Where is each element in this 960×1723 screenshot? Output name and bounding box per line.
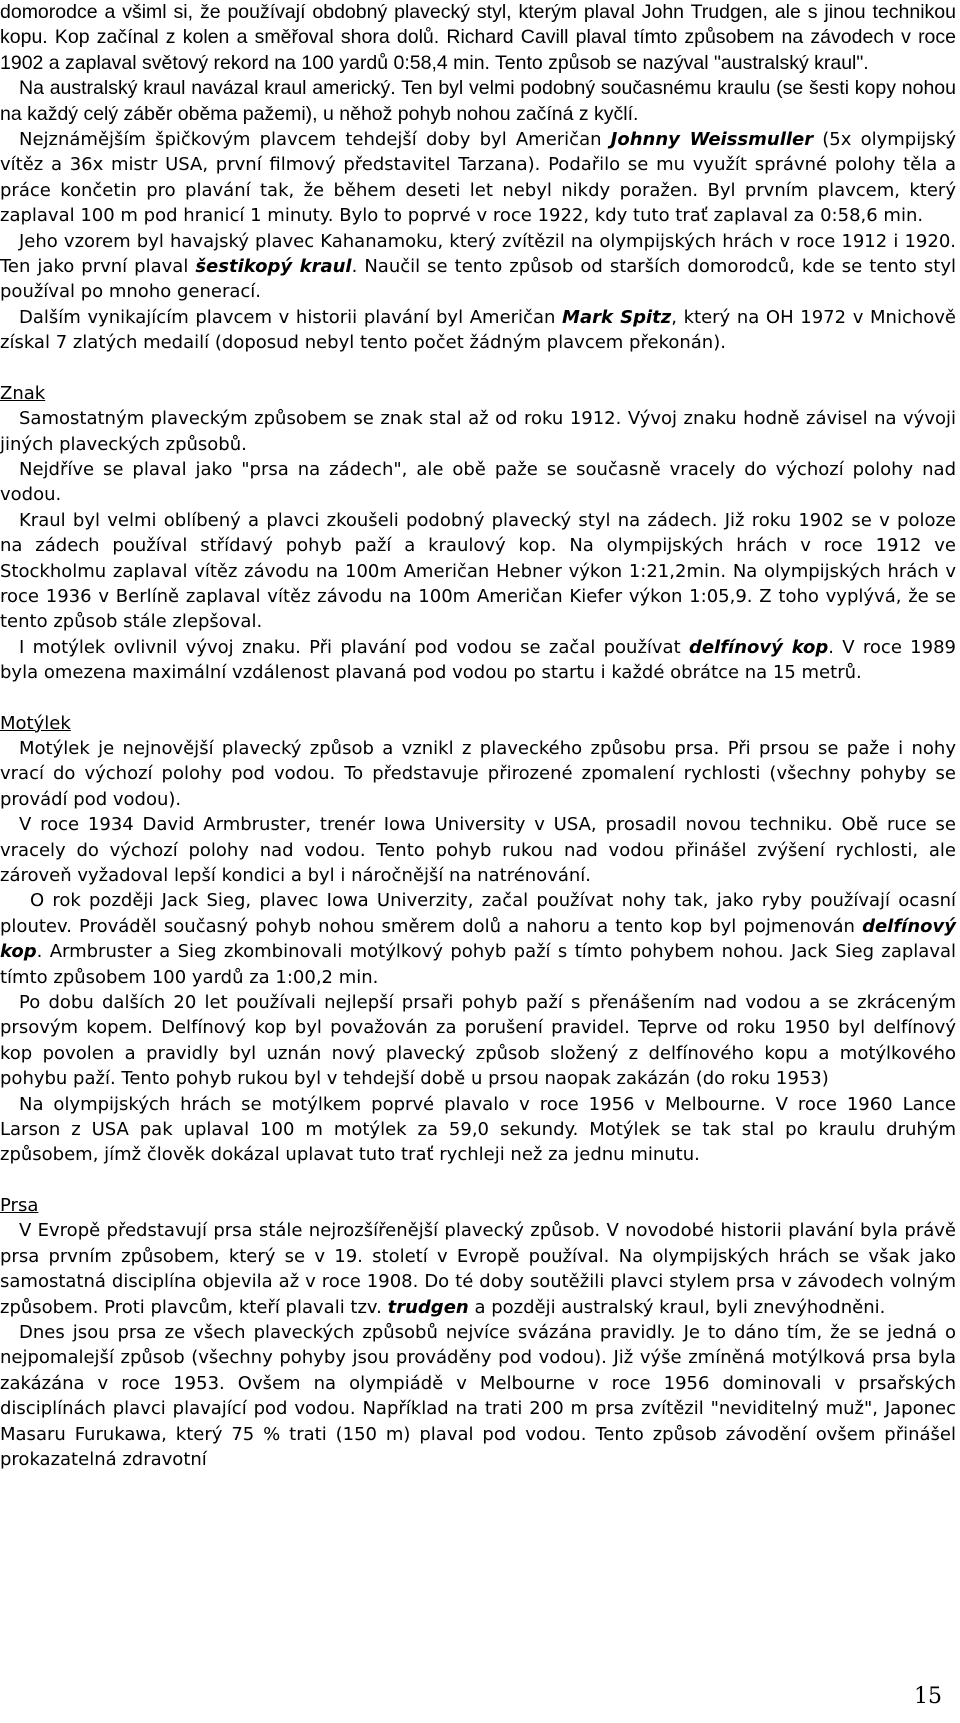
section-motylek <box>0 711 956 1168</box>
section-heading: Znak <box>0 382 46 404</box>
section-prsa <box>0 1193 956 1472</box>
paragraph: Samostatným plaveckým způsobem se znak stal až od roku 1912. Vývoj znaku hodně závisel na vývoji jiných plaveckých způsobů. <box>0 408 956 455</box>
text-run: . Armbruster a Sieg zkombinovali motýlkový pohyb paží s tímto pohybem nohou. Jack Sieg zaplaval tímto způsobem 100 yardů za 1:00,2 min. <box>0 941 956 988</box>
text-run: I motýlek ovlivnil vývoj znaku. Při plavání pod vodou se začal používat <box>19 636 689 658</box>
paragraph <box>0 305 956 356</box>
highlighted-term: delfínový kop <box>688 636 829 658</box>
section-heading: Prsa <box>0 1194 39 1216</box>
text-run: , který na OH 1972 v Mnichově získal 7 zlatých medailí (doposud nebyl tento počet žádným plavcem překonán). <box>0 306 956 354</box>
paragraph: V roce 1934 David Armbruster, trenér Iowa University v USA, prosadil novou techniku. Obě ruce se vracely do výchozí polohy nad vodou. Tento pohyb rukou nad vodou přinášel zvýšení rychlosti, ale zároveň vyžadoval lepší kondici a byl i náročnější na natrénování. <box>0 814 956 886</box>
paragraph: Motýlek je nejnovější plavecký způsob a vznikl z plaveckého způsobu prsa. Při prsou se paže i nohy vrací do výchozí polohy pod vodou. To představuje přirozené zpomalení rychlosti (všechny pohyby se provádí pod vodou). <box>0 737 956 810</box>
paragraph: Na olympijských hrách se motýlkem poprvé plavalo v roce 1956 v Melbourne. V roce 1960 Lance Larson z USA pak uplaval 100 m motýlek za 59,0 sekundy. Motýlek se tak stal po kraulu druhým způsobem, jímž člověk dokázal uplavat tuto trať rychleji než za jednu minutu. <box>0 1093 956 1166</box>
text-run: O rok později Jack Sieg, plavec Iowa Univerzity, začal používat nohy tak, jako ryby používají ocasní ploutev. Prováděl současný pohyb nohou směrem dolů a nahoru a tento kop byl pojmenován <box>0 890 956 937</box>
text-run: (5x olympijský vítěz a 36x mistr USA, první filmový představitel Tarzana). Podařilo se mu využít správné polohy těla a práce končetin pro plavání tak, že během deseti let nebyl nikdy poražen. Byl prvním plavcem, který zaplaval 100 m pod hranicí 1 minuty. Bylo to poprvé v roce 1922, kdy tuto trať zaplaval za 0:58,6 min. <box>0 129 957 227</box>
highlighted-term: trudgen <box>387 1296 469 1318</box>
page-number: 15 <box>914 1684 942 1709</box>
paragraph: Nejdříve se plaval jako "prsa na zádech", ale obě paže se současně vracely do výchozí polohy nad vodou. <box>0 458 956 506</box>
text-run: V Evropě představují prsa stále nejrozšířenější plavecký způsob. V novodobé historii plavání byla právě prsa prvním způsobem, který se v 19. století v Evropě používal. Na olympijských hrách se však jako samostatná disciplína objevila až v roce 1908. Do té doby soutěžili plavci stylem prsa v závodech volným způsobem. Proti plavcům, kteří plavali tzv. <box>0 1220 956 1318</box>
highlighted-term: delfínový kop <box>0 915 956 963</box>
paragraph <box>0 229 956 305</box>
section-heading: Motýlek <box>0 712 71 734</box>
paragraph <box>0 635 956 686</box>
text-run: Nejznámějším špičkovým plavcem tehdejší doby byl Američan <box>19 129 611 151</box>
paragraph <box>0 888 956 990</box>
paragraph <box>0 127 956 229</box>
text-run: . V roce 1989 byla omezena maximální vzdálenost plavaná pod vodou po startu i každé obrátce na 15 metrů. <box>0 636 956 684</box>
section-znak <box>0 381 956 686</box>
text-run: . Naučil se tento způsob od starších domorodců, kde se tento styl používal po mnoho generací. <box>0 256 956 303</box>
paragraph: Na australský kraul navázal kraul americký. Ten byl velmi podobný současnému kraulu (se šesti kopy nohou na každý celý záběr oběma pažemi), u něhož pohyb nohou začíná z kyčlí. <box>0 77 956 125</box>
paragraph <box>0 1218 956 1320</box>
highlighted-term: šestikopý kraul <box>195 256 352 278</box>
paragraph: Kraul byl velmi oblíbený a plavci zkoušeli podobný plavecký styl na zádech. Již roku 1902 se v poloze na zádech používal střídavý pohyb paží a kraulový kop. Na olympijských hrách v roce 1912 ve Stockholmu zaplaval vítěz závodu na 100m Američan Hebner výkon 1:21,2min. Na olympijských hrách v roce 1936 v Berlíně zaplaval vítěz závodu na 100m Američan Kiefer výkon 1:05,9. Z toho vyplývá, že se tento způsob stále zlepšoval. <box>0 509 956 633</box>
text-run: Dalším vynikajícím plavcem v historii plavání byl Američan <box>19 306 563 328</box>
intro-section <box>0 0 956 356</box>
text-run: Jeho vzorem byl havajský plavec Kahanamoku, který zvítězil na olympijských hrách v roce 1912 i 1920. Ten jako první plaval <box>0 230 956 278</box>
text-run: a později australský kraul, byli znevýhodněni. <box>468 1296 886 1318</box>
highlighted-name: Mark Spitz <box>562 306 672 328</box>
paragraph: Po dobu dalších 20 let používali nejlepší prsaři pohyb paží s přenášením nad vodou a se zkráceným prsovým kopem. Delfínový kop byl považován za porušení pravidel. Teprve od roku 1950 byl delfínový kop povolen a pravidly byl uznán nový plavecký způsob složený z delfínového kopu a motýlkového pohybu paží. Tento pohyb rukou byl v tehdejší době u prsou naopak zakázán (do roku 1953) <box>0 992 956 1090</box>
paragraph: Dnes jsou prsa ze všech plaveckých způsobů nejvíce svázána pravidly. Je to dáno tím, že se jedná o nejpomalejší způsob (všechny pohyby jsou prováděny pod vodou). Již výše zmíněná motýlková prsa byla zakázána v roce 1953. Ovšem na olympiádě v Melbourne v roce 1956 dominovali v prsařských disciplínách plavci plavající pod vodou. Například na trati 200 m prsa zvítězil "neviditelný muž", Japonec Masaru Furukawa, který 75 % trati (150 m) plaval pod vodou. Tento způsob závodění ovšem přinášel prokazatelná zdravotní <box>0 1321 956 1470</box>
paragraph: domorodce a všiml si, že používají obdobný plavecký styl, kterým plaval John Trudgen, ale s jinou technikou kopu. Kop začínal z kolen a směřoval shora dolů. Richard Cavill plaval tímto způsobem na závodech v roce 1902 a zaplaval světový rekord na 100 yardů 0:58,4 min. Tento způsob se nazýval "australský kraul". <box>0 1 956 74</box>
highlighted-name: Johnny Weissmuller <box>610 129 814 151</box>
